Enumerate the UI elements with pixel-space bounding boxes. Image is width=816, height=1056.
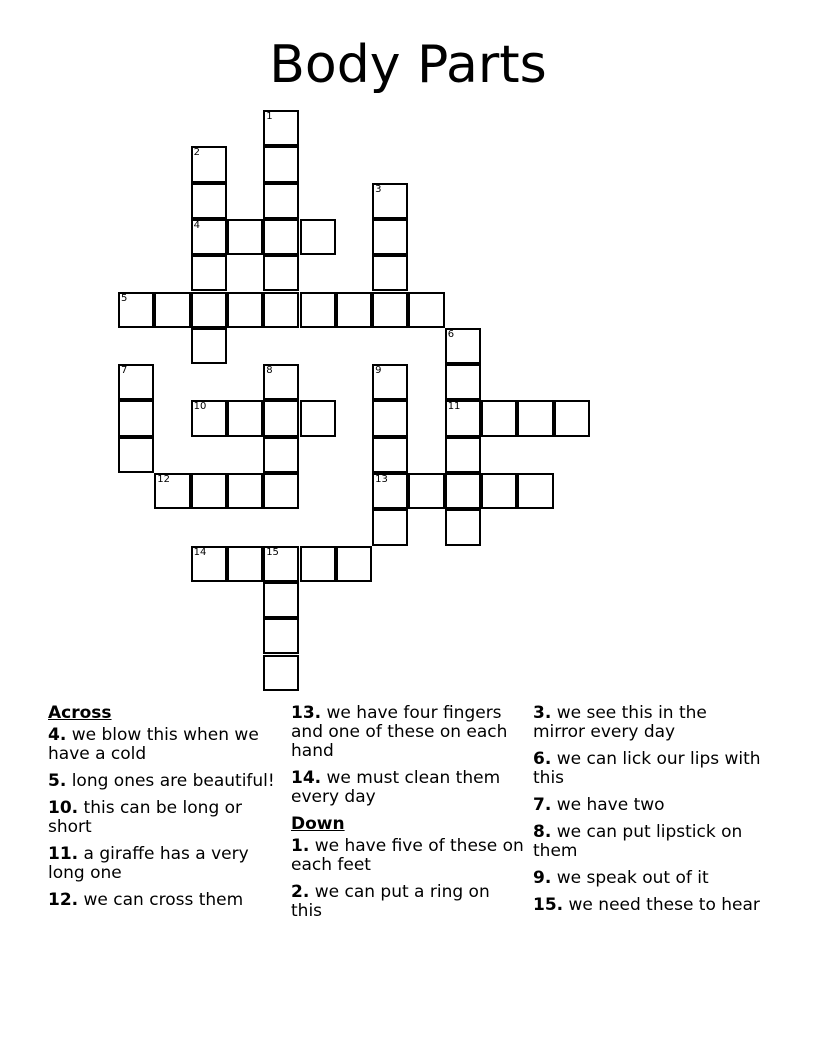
clue-number: 7. bbox=[533, 795, 552, 815]
clue-item bbox=[533, 750, 763, 788]
clue-text: this can be long or short bbox=[48, 798, 243, 837]
grid-cell[interactable] bbox=[263, 618, 299, 654]
clue-item bbox=[48, 845, 278, 883]
grid-cell[interactable] bbox=[372, 292, 408, 328]
cell-number: 12 bbox=[157, 474, 171, 485]
clue-text: we can put a ring on this bbox=[291, 882, 490, 921]
grid-cell[interactable] bbox=[481, 400, 517, 436]
cell-number: 5 bbox=[121, 292, 128, 304]
clue-number: 12. bbox=[48, 890, 79, 910]
clue-text: we have five of these on each feet bbox=[291, 836, 524, 875]
clue-item bbox=[291, 704, 526, 761]
clue-column-3 bbox=[533, 704, 763, 923]
grid-cell[interactable] bbox=[372, 509, 408, 545]
clue-number: 13. bbox=[291, 703, 322, 723]
clue-number: 4. bbox=[48, 725, 67, 745]
clue-text: long ones are beautiful! bbox=[66, 771, 275, 791]
clue-number: 14. bbox=[291, 768, 322, 788]
grid-cell[interactable] bbox=[191, 400, 227, 436]
grid-cell[interactable] bbox=[445, 328, 481, 364]
grid-cell[interactable] bbox=[554, 400, 590, 436]
grid-cell[interactable] bbox=[263, 400, 299, 436]
grid-cell[interactable] bbox=[118, 364, 154, 400]
clue-item bbox=[291, 769, 526, 807]
grid-cell[interactable] bbox=[445, 400, 481, 436]
clue-item bbox=[48, 772, 278, 791]
cell-number: 7 bbox=[121, 365, 128, 377]
cell-number: 11 bbox=[447, 401, 461, 413]
clue-item bbox=[48, 891, 278, 910]
cell-number: 15 bbox=[266, 546, 279, 558]
grid-cell[interactable] bbox=[336, 546, 372, 582]
grid-cell[interactable] bbox=[263, 655, 299, 691]
grid-cell[interactable] bbox=[263, 219, 299, 255]
cell-number: 3 bbox=[375, 183, 382, 195]
clue-item bbox=[533, 869, 763, 888]
grid-cell[interactable] bbox=[154, 473, 190, 509]
grid-cell[interactable] bbox=[227, 292, 263, 328]
clue-text: we see this in the mirror every day bbox=[533, 703, 707, 742]
grid-cell[interactable] bbox=[445, 364, 481, 400]
grid-cell[interactable] bbox=[445, 473, 481, 509]
grid-cell[interactable] bbox=[263, 292, 299, 328]
cell-number: 9 bbox=[375, 365, 382, 377]
clue-column-1 bbox=[48, 704, 278, 918]
clue-number: 10. bbox=[48, 798, 79, 818]
clue-number: 5. bbox=[48, 771, 67, 791]
grid-cell[interactable] bbox=[408, 473, 444, 509]
clue-text: we must clean them every day bbox=[291, 768, 501, 807]
clue-heading: Across bbox=[48, 703, 112, 723]
grid-cell[interactable] bbox=[118, 437, 154, 473]
grid-cell[interactable] bbox=[118, 292, 154, 328]
grid-cell[interactable] bbox=[336, 292, 372, 328]
grid-cell[interactable] bbox=[191, 292, 227, 328]
clue-item bbox=[48, 799, 278, 837]
grid-cell[interactable] bbox=[191, 328, 227, 364]
clue-text: we blow this when we have a cold bbox=[48, 725, 259, 764]
cell-number: 2 bbox=[193, 147, 200, 159]
grid-cell[interactable] bbox=[263, 437, 299, 473]
grid-cell[interactable] bbox=[191, 546, 227, 582]
grid-cell[interactable] bbox=[481, 473, 517, 509]
clue-item bbox=[533, 796, 763, 815]
grid-cell[interactable] bbox=[300, 292, 336, 328]
clue-number: 1. bbox=[291, 836, 310, 856]
grid-cell[interactable] bbox=[372, 255, 408, 291]
grid-cell[interactable] bbox=[372, 437, 408, 473]
grid-cell[interactable] bbox=[372, 400, 408, 436]
clue-number: 15. bbox=[533, 895, 564, 915]
clue-text: we have four fingers and one of these on each hand bbox=[291, 703, 508, 761]
grid-cell[interactable] bbox=[154, 292, 190, 328]
grid-cell[interactable] bbox=[300, 400, 336, 436]
grid-cell[interactable] bbox=[300, 219, 336, 255]
grid-cell[interactable] bbox=[517, 400, 553, 436]
clue-column-2 bbox=[291, 704, 526, 929]
cell-number: 4 bbox=[193, 219, 200, 231]
grid-cell[interactable] bbox=[263, 183, 299, 219]
grid-cell[interactable] bbox=[191, 146, 227, 182]
cell-number: 14 bbox=[193, 546, 207, 558]
clue-item bbox=[533, 896, 763, 915]
grid-cell[interactable] bbox=[191, 219, 227, 255]
cell-number: 10 bbox=[193, 401, 207, 413]
grid-cell[interactable] bbox=[372, 473, 408, 509]
grid-cell[interactable] bbox=[372, 219, 408, 255]
grid-cell[interactable] bbox=[263, 473, 299, 509]
grid-cell[interactable] bbox=[227, 219, 263, 255]
clue-number: 8. bbox=[533, 822, 552, 842]
grid-cell[interactable] bbox=[263, 364, 299, 400]
grid-cell[interactable] bbox=[517, 473, 553, 509]
clue-number: 2. bbox=[291, 882, 310, 902]
grid-cell[interactable] bbox=[263, 146, 299, 182]
clue-item bbox=[48, 726, 278, 764]
grid-cell[interactable] bbox=[227, 473, 263, 509]
clue-text: we can lick our lips with this bbox=[533, 749, 761, 788]
grid-cell[interactable] bbox=[118, 400, 154, 436]
grid-cell[interactable] bbox=[300, 546, 336, 582]
grid-cell[interactable] bbox=[445, 509, 481, 545]
clue-heading: Down bbox=[291, 814, 345, 834]
grid-cell[interactable] bbox=[191, 473, 227, 509]
grid-cell[interactable] bbox=[408, 292, 444, 328]
clue-number: 6. bbox=[533, 749, 552, 769]
clue-text: a giraffe has a very long one bbox=[48, 844, 249, 883]
clue-text: we speak out of it bbox=[551, 868, 709, 888]
grid-cell[interactable] bbox=[227, 400, 263, 436]
clue-text: we have two bbox=[551, 795, 665, 815]
clue-number: 3. bbox=[533, 703, 552, 723]
page-title: Body Parts bbox=[269, 35, 547, 95]
clue-item bbox=[291, 837, 526, 875]
cell-number: 8 bbox=[266, 365, 273, 377]
grid-cell[interactable] bbox=[263, 110, 299, 146]
grid-cell[interactable] bbox=[372, 364, 408, 400]
grid-cell[interactable] bbox=[372, 183, 408, 219]
grid-cell[interactable] bbox=[191, 183, 227, 219]
clue-item bbox=[533, 823, 763, 861]
grid-cell[interactable] bbox=[191, 255, 227, 291]
cell-number: 6 bbox=[447, 328, 455, 340]
clue-item bbox=[291, 883, 526, 921]
grid-cell[interactable] bbox=[263, 255, 299, 291]
clue-text: we can put lipstick on them bbox=[533, 822, 743, 861]
cell-number: 1 bbox=[266, 111, 273, 122]
clue-number: 9. bbox=[533, 868, 552, 888]
clue-text: we can cross them bbox=[78, 890, 244, 910]
clue-item bbox=[533, 704, 763, 742]
grid-cell[interactable] bbox=[263, 546, 299, 582]
cell-number: 13 bbox=[375, 474, 388, 485]
clue-number: 11. bbox=[48, 844, 79, 864]
clue-text: we need these to hear bbox=[563, 895, 760, 915]
grid-cell[interactable] bbox=[445, 437, 481, 473]
grid-cell[interactable] bbox=[227, 546, 263, 582]
grid-cell[interactable] bbox=[263, 582, 299, 618]
